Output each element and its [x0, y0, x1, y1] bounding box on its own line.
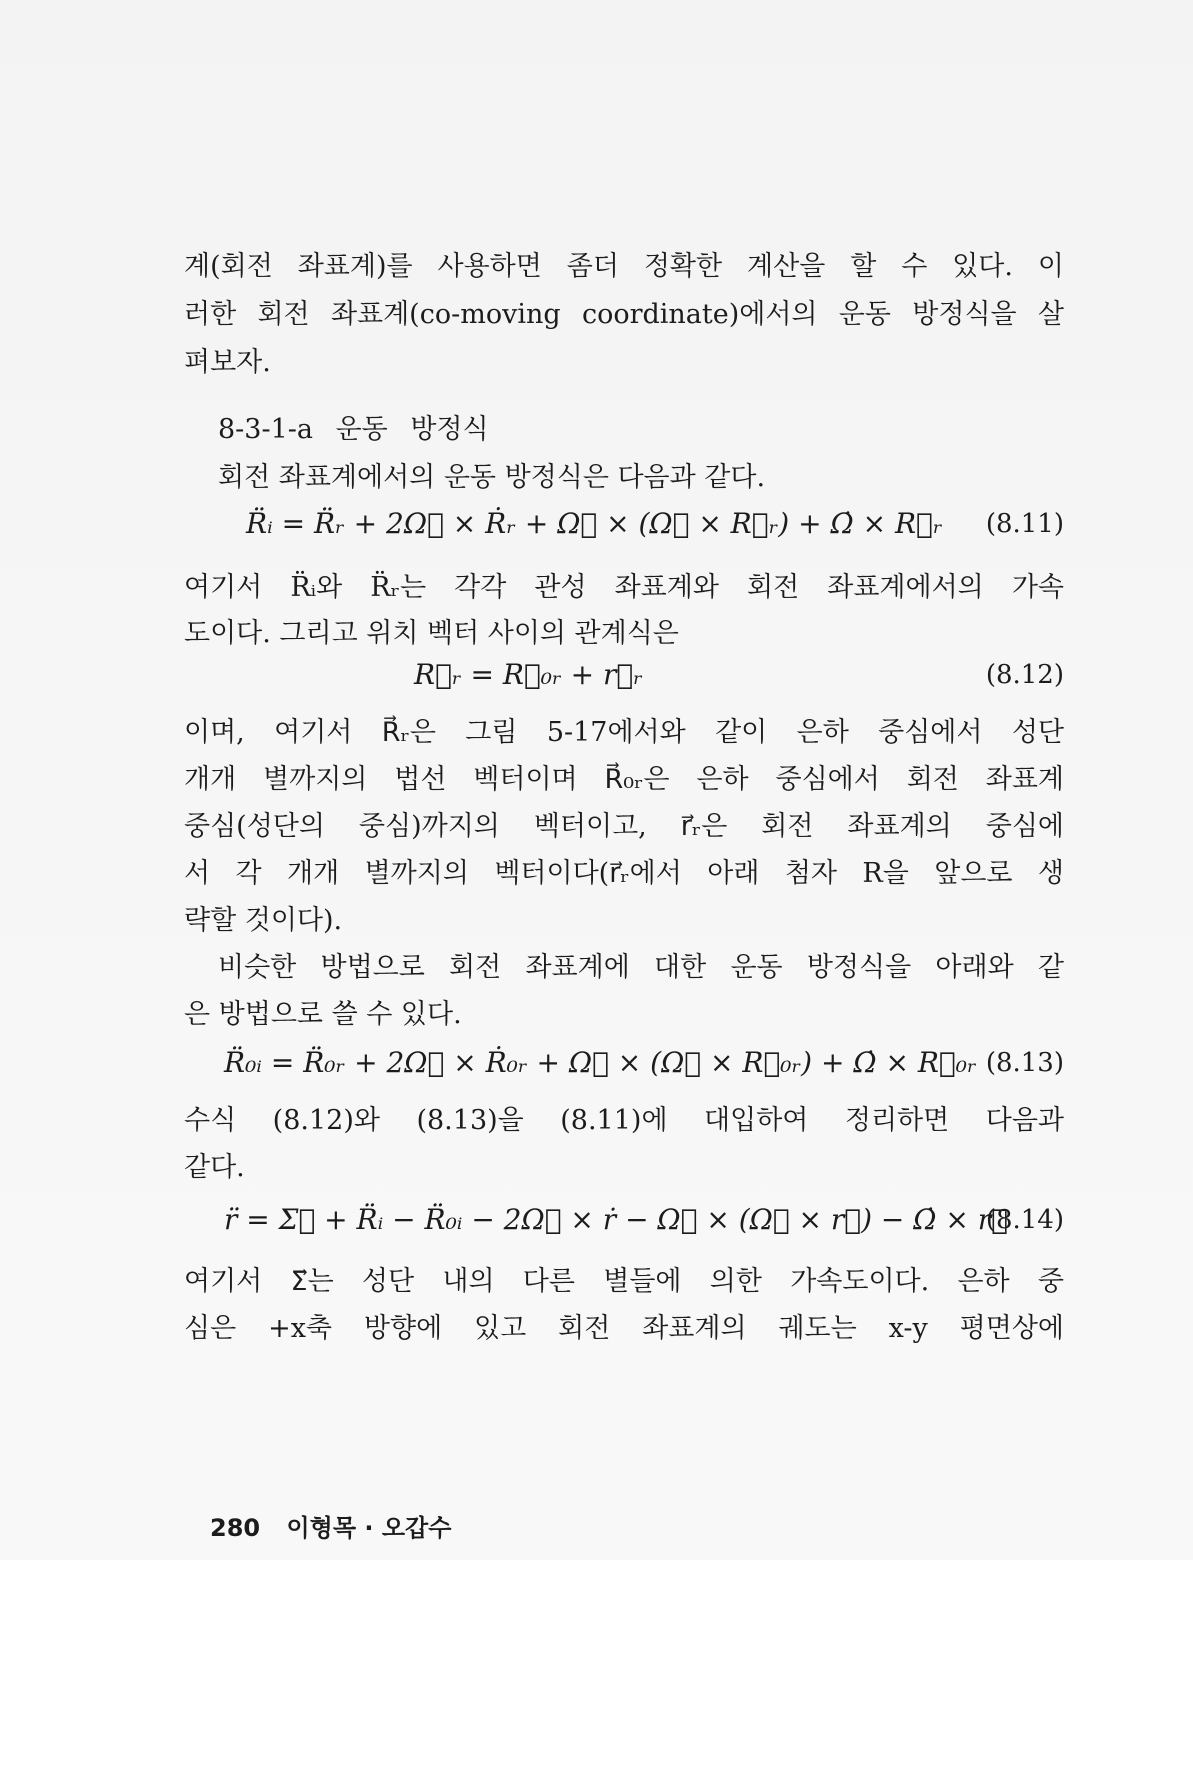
text-line: 이며, 여기서 R⃗ᵣ은 그림 5-17에서와 같이 은하 중심에서 성단	[184, 717, 1064, 748]
text-line: 중심(성단의 중심)까지의 벡터이고, r⃗ᵣ은 회전 좌표계의 중심에	[184, 811, 1064, 842]
equation-expression: r̈ = Σ⃗ + R̈ᵢ − R̈₀ᵢ − 2Ω⃗ × ṙ − Ω⃗ × (Ω⃗ × r⃗) − Ω̇ × r⃗	[224, 1203, 1008, 1236]
text-line: 은 방법으로 쓸 수 있다.	[184, 999, 462, 1030]
text-line: 수식 (8.12)와 (8.13)을 (8.11)에 대입하여 정리하면 다음과	[184, 1105, 1064, 1136]
text-line: 도이다. 그리고 위치 벡터 사이의 관계식은	[184, 618, 679, 649]
equation-8-11	[184, 500, 1064, 548]
text-line: 심은 +x축 방향에 있고 회전 좌표계의 궤도는 x-y 평면상에	[184, 1313, 1064, 1344]
equation-8-14	[184, 1196, 1064, 1244]
equation-8-13	[184, 1039, 1064, 1087]
text-line: 여기서 R̈ᵢ와 R̈ᵣ는 각각 관성 좌표계와 회전 좌표계에서의 가속	[184, 572, 1064, 603]
equation-number: (8.13)	[985, 1048, 1064, 1078]
equation-expression: R⃗ᵣ = R⃗₀ᵣ + r⃗ᵣ	[414, 658, 643, 691]
text-line: 략할 것이다).	[184, 905, 343, 936]
text-line: 러한 회전 좌표계(co-moving coordinate)에서의 운동 방정식을 살	[184, 299, 1064, 330]
equation-expression: R̈ᵢ = R̈ᵣ + 2Ω⃗ × Ṙᵣ + Ω⃗ × (Ω⃗ × R⃗ᵣ) + Ω̇ × R⃗ᵣ	[246, 507, 943, 540]
text-line: 개개 별까지의 법선 벡터이며 R⃗₀ᵣ은 은하 중심에서 회전 좌표계	[184, 764, 1064, 795]
equation-number: (8.14)	[985, 1205, 1064, 1235]
text-line: 계(회전 좌표계)를 사용하면 좀더 정확한 계산을 할 수 있다. 이	[184, 251, 1064, 282]
section-heading: 8-3-1-a 운동 방정식	[218, 414, 489, 445]
equation-number: (8.12)	[985, 660, 1064, 690]
page-footer	[210, 1508, 451, 1543]
equation-expression: R̈₀ᵢ = R̈₀ᵣ + 2Ω⃗ × Ṙ₀ᵣ + Ω⃗ × (Ω⃗ × R⃗₀ᵣ) + Ω̇ × R⃗₀ᵣ	[224, 1046, 977, 1079]
text-line: 같다.	[184, 1152, 245, 1183]
intro-line: 회전 좌표계에서의 운동 방정식은 다음과 같다.	[218, 462, 766, 493]
text-line: 비슷한 방법으로 회전 좌표계에 대한 운동 방정식을 아래와 같	[218, 952, 1064, 983]
text-line: 펴보자.	[184, 347, 271, 378]
page-number: 280	[210, 1514, 261, 1542]
equation-number: (8.11)	[985, 509, 1064, 539]
authors: 이형목 · 오갑수	[286, 1514, 452, 1542]
equation-8-12	[184, 651, 1064, 699]
text-line: 여기서 Σ⃗는 성단 내의 다른 별들에 의한 가속도이다. 은하 중	[184, 1266, 1064, 1297]
page-margin	[0, 1560, 1193, 1767]
text-line: 서 각 개개 별까지의 벡터이다(r⃗ᵣ에서 아래 첨자 R을 앞으로 생	[184, 858, 1064, 889]
